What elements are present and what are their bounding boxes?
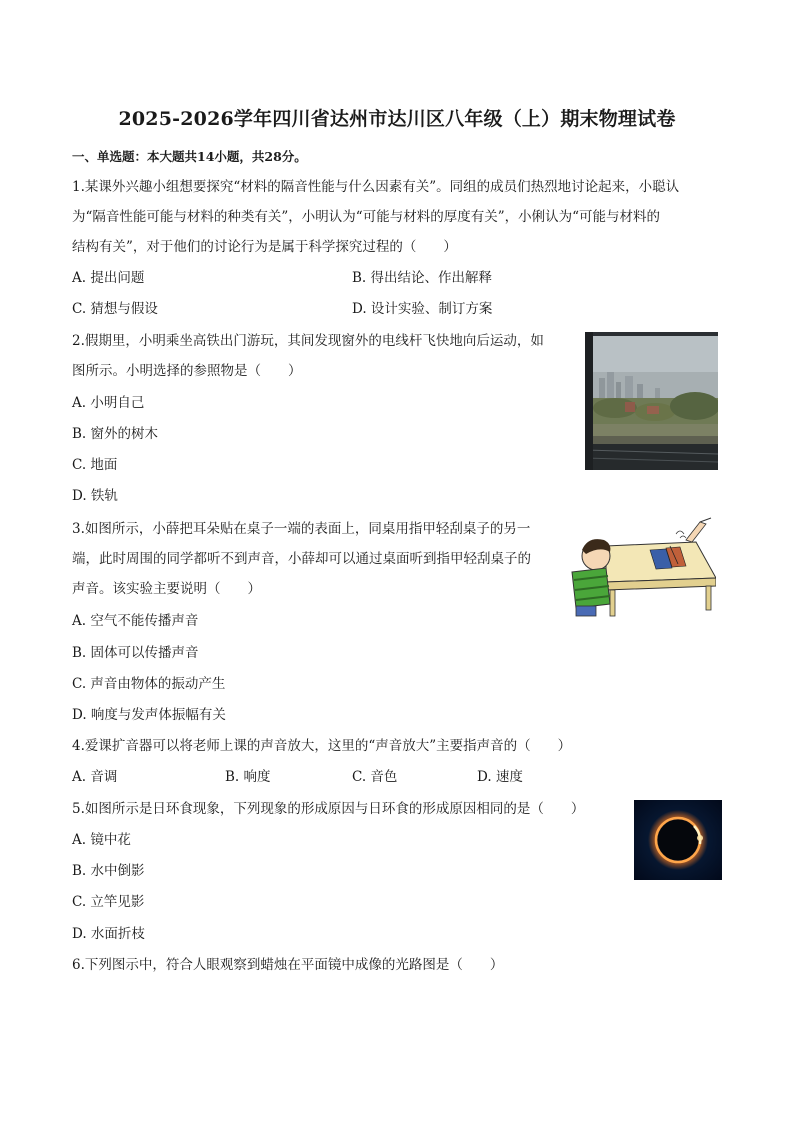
question-3-option-c[interactable]: C. 声音由物体的振动产生 xyxy=(72,676,226,692)
question-6-line-1: 6.下列图示中，符合人眼观察到蜡烛在平面镜中成像的光路图是（ ） xyxy=(72,957,504,973)
question-2-option-c[interactable]: C. 地面 xyxy=(72,457,118,473)
question-5-option-b[interactable]: B. 水中倒影 xyxy=(72,863,145,879)
train-window-photo xyxy=(585,332,718,470)
question-2-option-d[interactable]: D. 铁轨 xyxy=(72,488,118,504)
question-1-line-2: 为“隔音性能可能与材料的种类有关”，小明认为“可能与材料的厚度有关”，小俐认为“可能与材料的 xyxy=(72,209,661,225)
question-1-option-d[interactable]: D. 设计实验、制订方案 xyxy=(352,301,493,317)
question-2-option-a[interactable]: A. 小明自己 xyxy=(72,395,145,411)
question-3-line-2: 端，此时周围的同学都听不到声音，小薛却可以通过桌面听到指甲轻刮桌子的 xyxy=(72,551,531,567)
question-4-option-a[interactable]: A. 音调 xyxy=(72,769,118,785)
question-5-line-1: 5.如图所示是日环食现象，下列现象的形成原因与日环食的形成原因相同的是（ ） xyxy=(72,801,585,817)
question-1-option-a[interactable]: A. 提出问题 xyxy=(72,270,145,286)
question-5-option-c[interactable]: C. 立竿见影 xyxy=(72,894,145,910)
section-heading: 一、单选题：本大题共14小题，共28分。 xyxy=(72,149,307,164)
question-4-option-c[interactable]: C. 音色 xyxy=(352,769,398,785)
question-3-option-b[interactable]: B. 固体可以传播声音 xyxy=(72,645,199,661)
question-3-option-d[interactable]: D. 响度与发声体振幅有关 xyxy=(72,707,226,723)
question-2-line-1: 2.假期里，小明乘坐高铁出门游玩，其间发现窗外的电线杆飞快地向后运动，如 xyxy=(72,333,544,349)
question-1-line-3: 结构有关”，对于他们的讨论行为是属于科学探究过程的（ ） xyxy=(72,239,457,255)
question-3-option-a[interactable]: A. 空气不能传播声音 xyxy=(72,613,199,629)
question-4-option-b[interactable]: B. 响度 xyxy=(225,769,271,785)
question-2-line-2: 图所示。小明选择的参照物是（ ） xyxy=(72,363,302,379)
question-3-line-3: 声音。该实验主要说明（ ） xyxy=(72,581,261,597)
desk-sound-illustration xyxy=(566,516,716,618)
question-1-option-b[interactable]: B. 得出结论、作出解释 xyxy=(352,270,493,286)
question-5-option-a[interactable]: A. 镜中花 xyxy=(72,832,131,848)
exam-title: 2025-2026学年四川省达州市达川区八年级（上）期末物理试卷 xyxy=(118,108,676,130)
question-1-line-1: 1.某课外兴趣小组想要探究“材料的隔音性能与什么因素有关”。同组的成员们热烈地讨论起来，小聪认 xyxy=(72,179,680,195)
question-5-option-d[interactable]: D. 水面折枝 xyxy=(72,926,145,942)
question-4-line-1: 4.爱课扩音器可以将老师上课的声音放大，这里的“声音放大”主要指声音的（ ） xyxy=(72,738,572,754)
question-2-option-b[interactable]: B. 窗外的树木 xyxy=(72,426,159,442)
question-3-line-1: 3.如图所示，小薛把耳朵贴在桌子一端的表面上，同桌用指甲轻刮桌子的另一 xyxy=(72,521,531,537)
annular-eclipse-photo xyxy=(634,800,722,880)
question-1-option-c[interactable]: C. 猜想与假设 xyxy=(72,301,158,317)
question-4-option-d[interactable]: D. 速度 xyxy=(477,769,523,785)
